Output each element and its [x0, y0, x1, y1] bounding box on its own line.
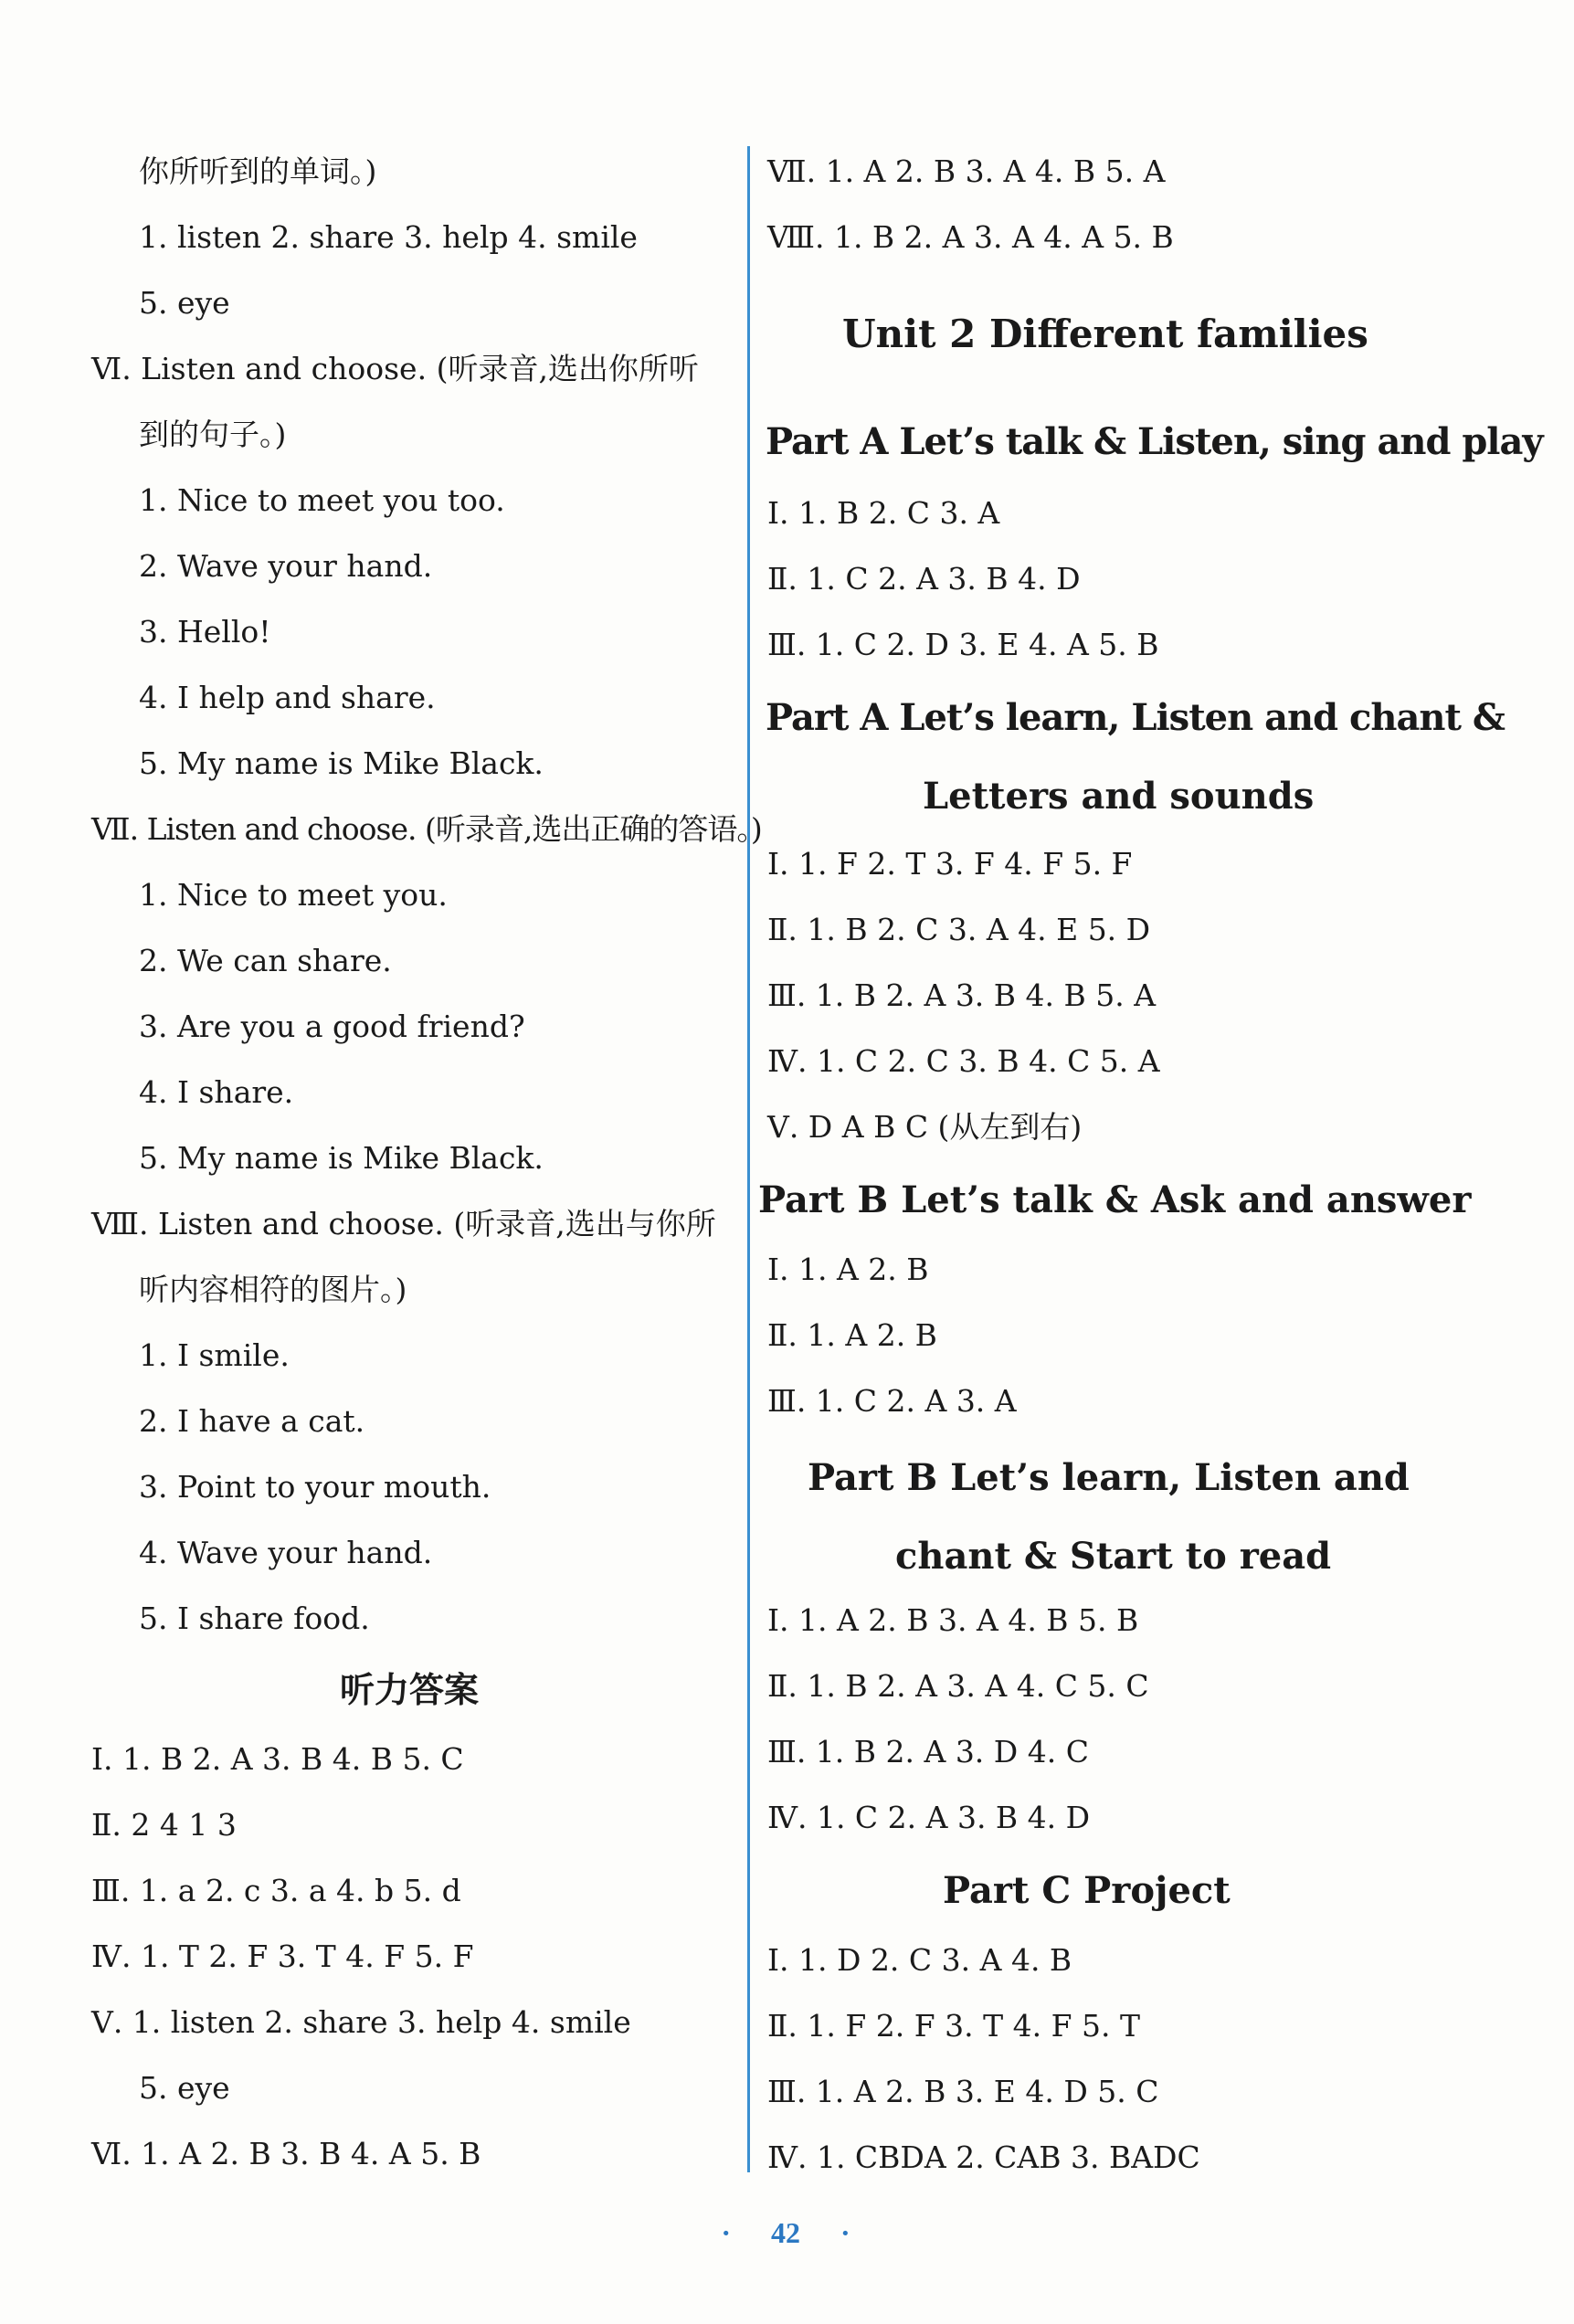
question-heading: Ⅵ. Listen and choose. (听录音,选出你所听	[91, 351, 699, 386]
part-title: Part A Let’s learn, Listen and chant &	[766, 696, 1505, 739]
answer-line: Ⅲ. 1. C 2. A 3. A	[767, 1383, 1017, 1419]
text-line: 1. Nice to meet you too.	[139, 482, 505, 518]
answer-line: Ⅲ. 1. B 2. A 3. B 4. B 5. A	[767, 977, 1157, 1013]
answer-line: Ⅵ. 1. A 2. B 3. B 4. A 5. B	[91, 2136, 481, 2171]
answer-line: 5. eye	[139, 2070, 230, 2106]
answer-line: Ⅱ. 2 4 1 3	[91, 1807, 237, 1843]
answer-line: Ⅱ. 1. C 2. A 3. B 4. D	[767, 561, 1081, 597]
answer-line: Ⅲ. 1. C 2. D 3. E 4. A 5. B	[767, 627, 1159, 662]
unit-title: Unit 2 Different families	[842, 312, 1368, 356]
text-line: 1. I smile.	[139, 1337, 290, 1373]
question-heading: Ⅶ. Listen and choose. (听录音,选出正确的答语。)	[91, 811, 762, 847]
answer-line: Ⅲ. 1. a 2. c 3. a 4. b 5. d	[91, 1873, 461, 1908]
answer-line: Ⅷ. 1. B 2. A 3. A 4. A 5. B	[767, 219, 1174, 255]
answer-line: Ⅳ. 1. C 2. C 3. B 4. C 5. A	[767, 1043, 1160, 1079]
text-line: 4. Wave your hand.	[139, 1535, 433, 1570]
question-heading: Ⅷ. Listen and choose. (听录音,选出与你所	[91, 1206, 716, 1241]
part-title: Part C Project	[943, 1869, 1231, 1912]
text-line: 5. My name is Mike Black.	[139, 745, 544, 781]
page-number	[676, 2216, 895, 2250]
text-line: 2. We can share.	[139, 943, 392, 978]
answer-line: Ⅰ. 1. A 2. B	[767, 1252, 929, 1287]
text-line: 5. My name is Mike Black.	[139, 1140, 544, 1176]
text-line: 5. I share food.	[139, 1600, 370, 1636]
text-line: 4. I share.	[139, 1074, 294, 1110]
answer-line: Ⅳ. 1. C 2. A 3. B 4. D	[767, 1800, 1091, 1835]
text-line: 2. I have a cat.	[139, 1403, 365, 1439]
answer-line: Ⅱ. 1. F 2. F 3. T 4. F 5. T	[767, 2008, 1140, 2044]
page-number-value: 42	[771, 2216, 800, 2249]
listening-answers-heading: 听力答案	[340, 1669, 480, 1710]
answer-line: Ⅲ. 1. A 2. B 3. E 4. D 5. C	[767, 2074, 1159, 2109]
text-line: 听内容相符的图片。)	[139, 1272, 407, 1307]
part-title-continued: chant & Start to read	[895, 1535, 1332, 1578]
page-number-dot-right: ·	[840, 2216, 850, 2249]
part-title: Part B Let’s learn, Listen and	[808, 1456, 1410, 1499]
answer-line: Ⅱ. 1. A 2. B	[767, 1317, 937, 1353]
answer-line: Ⅱ. 1. B 2. A 3. A 4. C 5. C	[767, 1668, 1149, 1704]
answer-line: Ⅶ. 1. A 2. B 3. A 4. B 5. A	[767, 153, 1166, 189]
answer-line: Ⅳ. 1. CBDA 2. CAB 3. BADC	[767, 2139, 1200, 2175]
page-number-dot-left: ·	[721, 2216, 731, 2249]
answer-line: Ⅳ. 1. T 2. F 3. T 4. F 5. F	[91, 1938, 474, 1974]
answer-line: Ⅴ. D A B C (从左到右)	[767, 1109, 1083, 1145]
part-title-continued: Letters and sounds	[923, 775, 1315, 818]
part-title: Part B Let’s talk & Ask and answer	[758, 1178, 1472, 1221]
text-line: 1. listen 2. share 3. help 4. smile	[139, 219, 638, 255]
answer-line: Ⅰ. 1. B 2. C 3. A	[767, 495, 1000, 531]
text-line: 你所听到的单词。)	[139, 153, 377, 189]
column-divider	[747, 146, 750, 2172]
answer-line: Ⅰ. 1. D 2. C 3. A 4. B	[767, 1942, 1072, 1978]
text-line: 2. Wave your hand.	[139, 548, 433, 584]
answer-line: Ⅰ. 1. A 2. B 3. A 4. B 5. B	[767, 1602, 1139, 1638]
text-line: 到的句子。)	[139, 417, 287, 452]
part-title: Part A Let’s talk & Listen, sing and play	[766, 420, 1543, 463]
text-line: 3. Hello!	[139, 614, 271, 650]
answer-line: Ⅱ. 1. B 2. C 3. A 4. E 5. D	[767, 912, 1151, 947]
text-line: 4. I help and share.	[139, 680, 436, 715]
answer-line: Ⅰ. 1. F 2. T 3. F 4. F 5. F	[767, 846, 1133, 882]
answer-line: Ⅴ. 1. listen 2. share 3. help 4. smile	[91, 2004, 631, 2040]
text-line: 1. Nice to meet you.	[139, 877, 448, 913]
text-line: 3. Are you a good friend?	[139, 1009, 525, 1044]
text-line: 5. eye	[139, 285, 230, 321]
answer-line: Ⅲ. 1. B 2. A 3. D 4. C	[767, 1734, 1089, 1769]
text-line: 3. Point to your mouth.	[139, 1469, 491, 1505]
answer-line: Ⅰ. 1. B 2. A 3. B 4. B 5. C	[91, 1741, 464, 1777]
